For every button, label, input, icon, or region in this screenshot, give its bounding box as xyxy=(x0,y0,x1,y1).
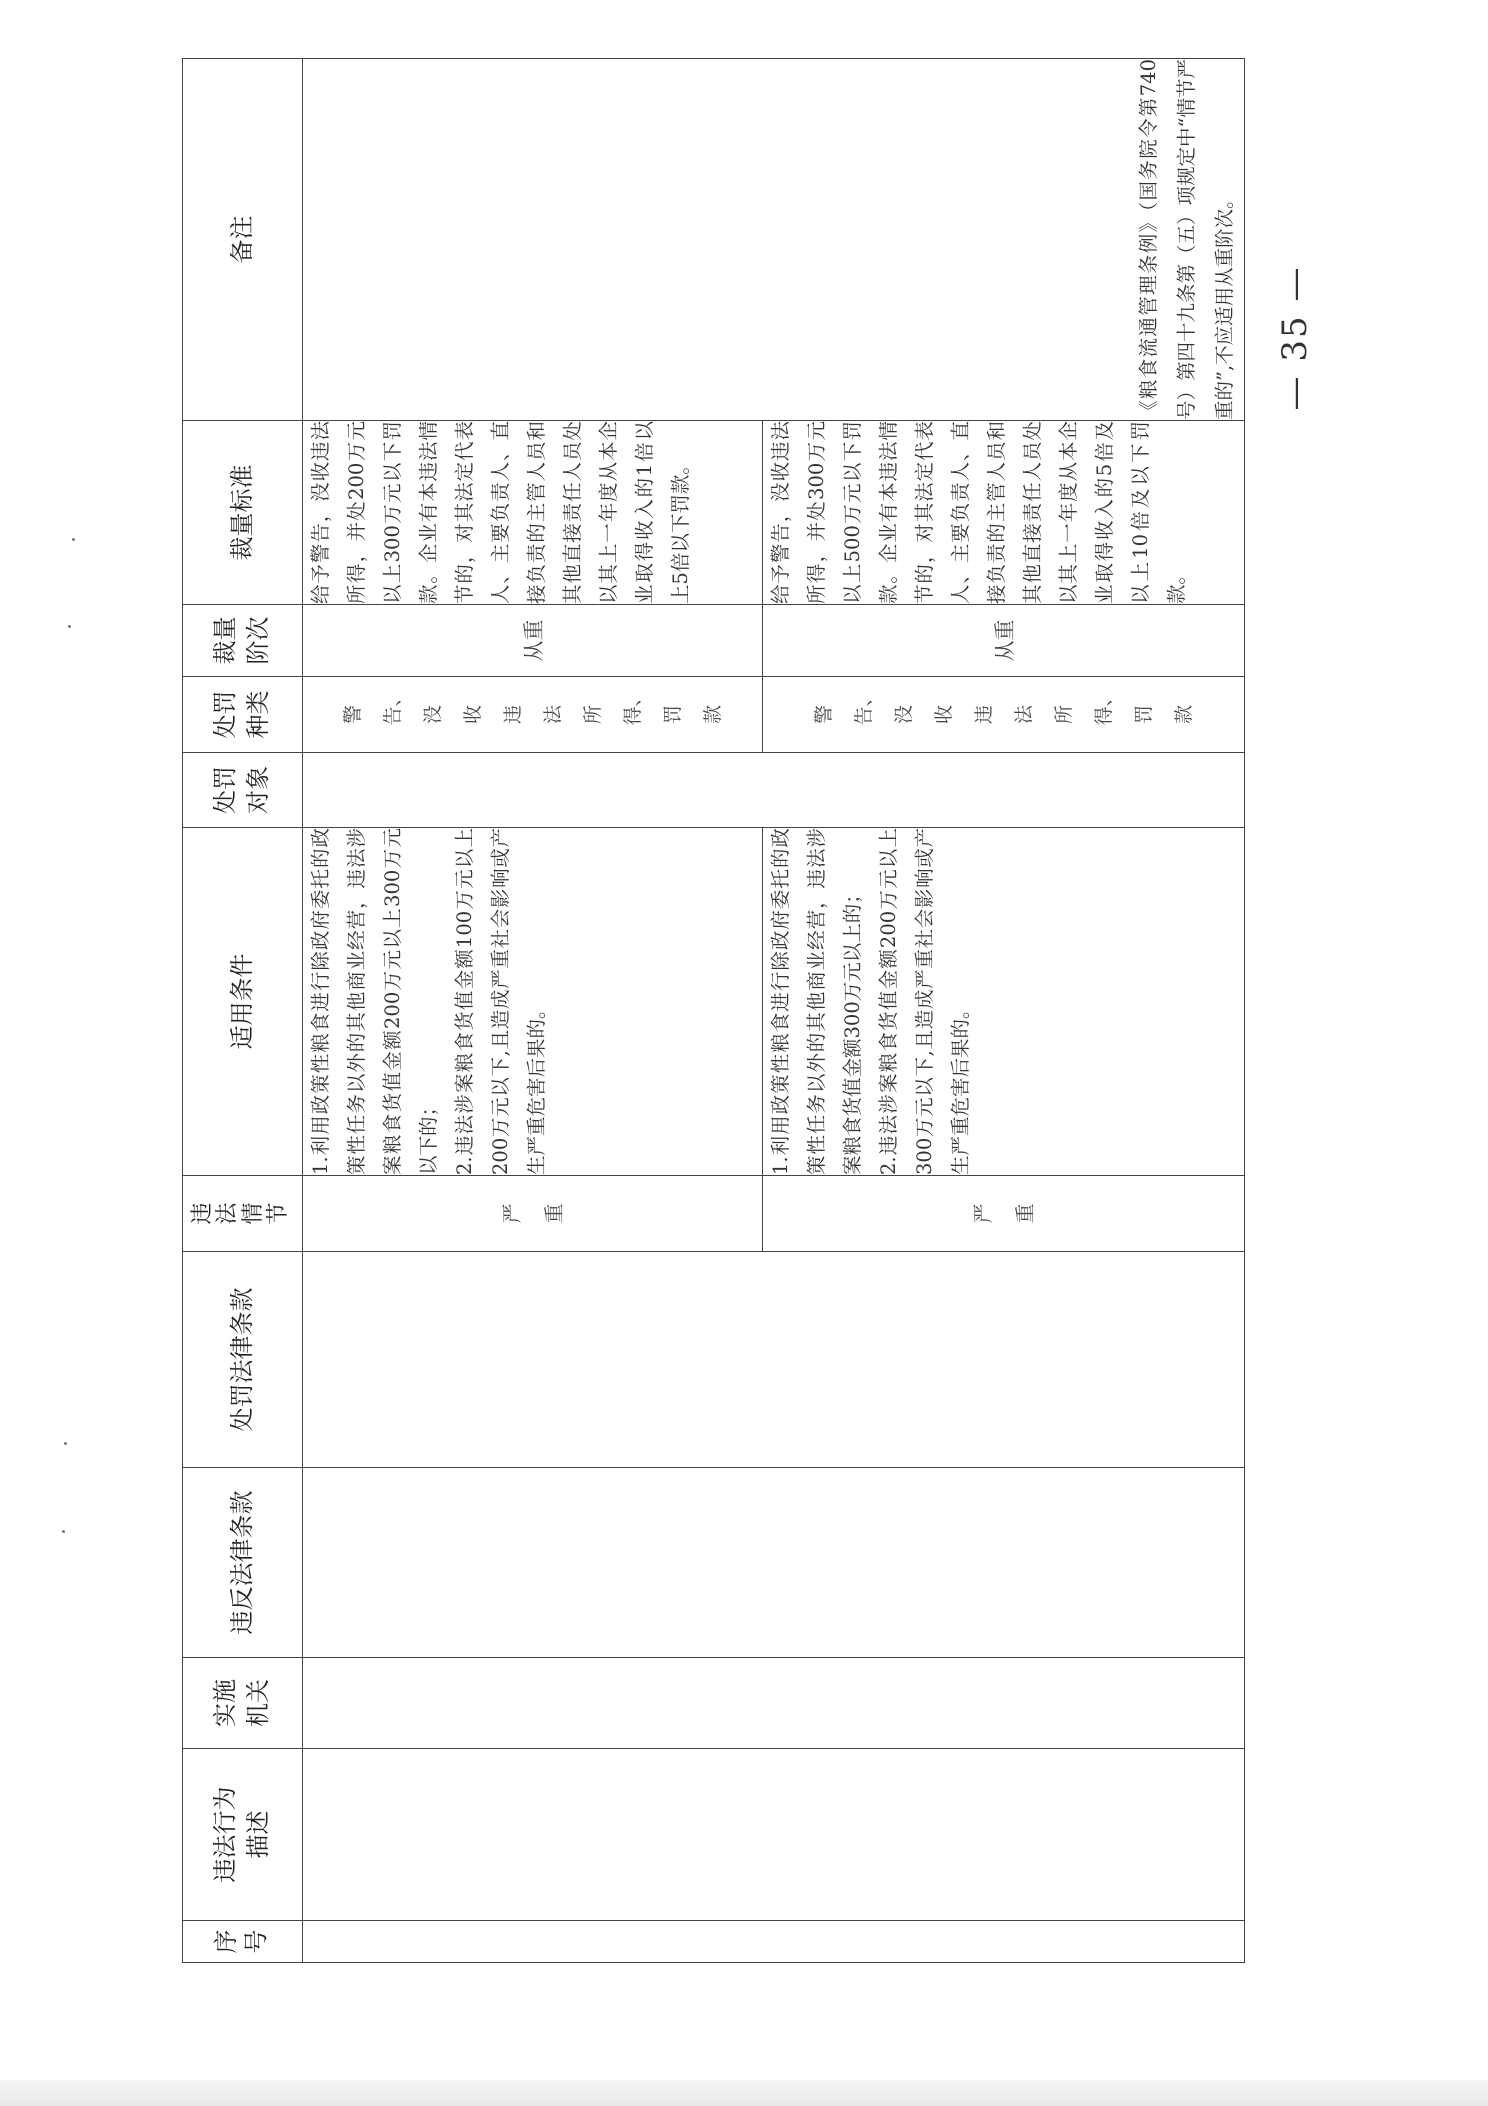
scan-speck xyxy=(62,1530,65,1533)
grade-cell: 从重 xyxy=(303,605,763,677)
condition-cell xyxy=(763,828,1245,1176)
header-violated-clause: 违反法律条款 xyxy=(183,1468,303,1658)
header-seq: 序号 xyxy=(183,1921,303,1963)
circumstance-cell: 严重 xyxy=(763,1176,1245,1252)
header-circumstance: 违法情节 xyxy=(183,1176,303,1252)
condition-item: 2.违法涉案粮食货值金额100万元以上200万元以下,且造成严重社会影响或产生严重危害后果的。 xyxy=(453,828,548,1175)
condition-item: 2.违法涉案粮食货值金额200万元以上300万元以下,且造成严重社会影响或产生严重危害后果的。 xyxy=(877,828,972,1175)
standard-cell: 给予警告，没收违法所得，并处200万元以上300万元以下罚款。企业有本违法情节的，对其法定代表人、主要负责人、直接负责的主管人员和其他直接责任人员处以其上一年度从本企业取得收入的1倍以上5倍以下罚款。 xyxy=(303,421,763,605)
condition-cell xyxy=(303,828,763,1176)
behavior-cell xyxy=(303,1749,1245,1921)
header-behavior: 违法行为描述 xyxy=(183,1749,303,1921)
header-target: 处罚对象 xyxy=(183,753,303,828)
standard-cell: 给予警告，没收违法所得，并处300万元以上500万元以下罚款。企业有本违法情节的，对其法定代表人、主要负责人、直接负责的主管人员和其他直接责任人员处以其上一年度从本企业取得收入的5倍及以上10倍及以下罚款。 xyxy=(763,421,1245,605)
circumstance-cell: 严重 xyxy=(303,1176,763,1252)
condition-item: 1.利用政策性粮食进行除政府委托的政策性任务以外的其他商业经营，违法涉案粮食货值金额300万元以上的； xyxy=(769,828,864,1175)
penalty-type-cell: 警告、没收违法所得、罚款 xyxy=(303,677,763,753)
remark-text: 《粮食流通管理条例》（国务院令第740号）第四十九条第（五）项规定中“情节严重的”,不应适用从重阶次。 xyxy=(1137,59,1236,420)
header-standard: 裁量标准 xyxy=(183,421,303,605)
header-penalty-type: 处罚种类 xyxy=(183,677,303,753)
remark-cell xyxy=(303,59,1245,421)
table-row xyxy=(303,59,763,1963)
condition-item: 1.利用政策性粮食进行除政府委托的政策性任务以外的其他商业经营，违法涉案粮食货值金额200万元以上300万元以下的； xyxy=(309,828,440,1175)
seq-cell xyxy=(303,1921,1245,1963)
scan-speck xyxy=(72,538,75,541)
grade-cell: 从重 xyxy=(763,605,1245,677)
header-grade: 裁量阶次 xyxy=(183,605,303,677)
scan-speck xyxy=(68,625,71,628)
target-cell xyxy=(303,753,1245,828)
penalty-discretion-table xyxy=(182,59,1244,1963)
scan-bottom-edge xyxy=(0,2080,1488,2106)
header-penalty-clause: 处罚法律条款 xyxy=(183,1252,303,1468)
violated-clause-cell xyxy=(303,1468,1245,1658)
penalty-type-cell: 警告、没收违法所得、罚款 xyxy=(763,677,1245,753)
header-row xyxy=(183,59,303,1963)
header-condition: 适用条件 xyxy=(183,828,303,1176)
header-agency: 实施机关 xyxy=(183,1658,303,1749)
agency-cell xyxy=(303,1658,1245,1749)
header-remark: 备注 xyxy=(183,59,303,421)
scan-speck xyxy=(64,1442,67,1445)
page-number: — 35 — xyxy=(1275,265,1315,411)
penalty-clause-cell xyxy=(303,1252,1245,1468)
